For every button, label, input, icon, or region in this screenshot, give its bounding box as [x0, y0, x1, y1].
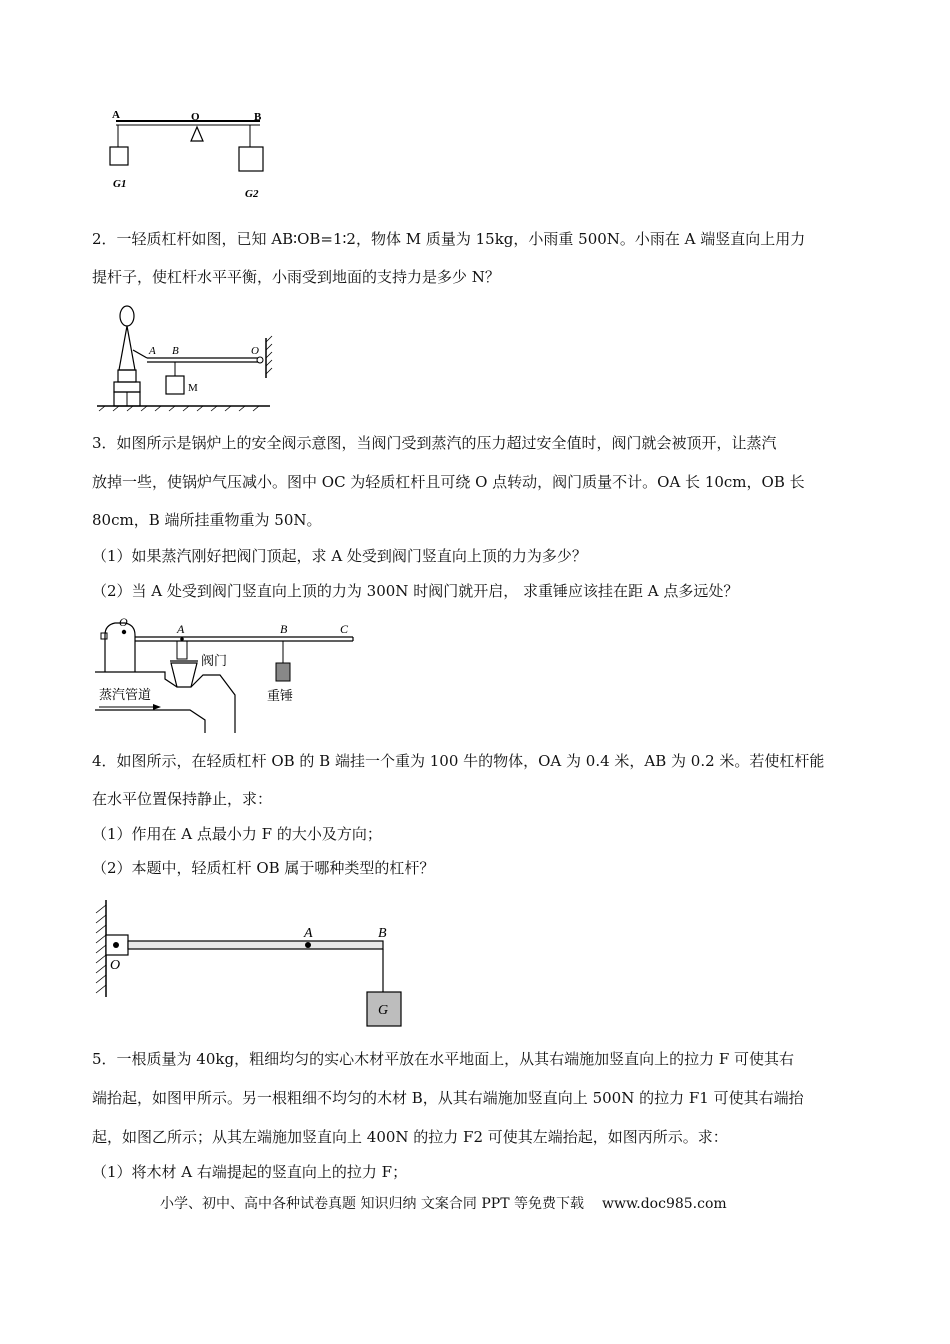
label-g: G: [378, 1003, 389, 1018]
q5-sub1: （1）将木材 A 右端提起的竖直向上的拉力 F；: [92, 1163, 408, 1181]
label-b: B: [378, 926, 387, 941]
q4-sub2: （2）本题中，轻质杠杆 OB 属于哪种类型的杠杆？: [92, 859, 435, 877]
page-footer: [160, 1193, 727, 1213]
q3-sub2: （2）当 A 处受到阀门竖直向上顶的力为 300N 时阀门就开启， 求重锤应该挂在距 A 点多远处？: [92, 582, 739, 600]
label-weight: 重锤: [267, 688, 294, 703]
figure-lever-balance: [100, 105, 280, 205]
q3-line3: 80cm，B 端所挂重物重为 50N。: [92, 511, 322, 529]
q5-line3: 起，如图乙所示；从其左端施加竖直向上 400N 的拉力 F2 可使其左端抬起，如图丙所示。求：: [92, 1128, 728, 1146]
label-g2: G2: [245, 188, 259, 200]
label-a: A: [304, 926, 313, 941]
q2-line2: 提杆子，使杠杆水平平衡，小雨受到地面的支持力是多少 N？: [92, 268, 500, 286]
q4-sub1: （1）作用在 A 点最小力 F 的大小及方向；: [92, 825, 382, 843]
label-b: B: [172, 345, 179, 357]
label-o: O: [119, 615, 128, 629]
q5-line2: 端抬起，如图甲所示。另一根粗细不均匀的木材 B，从其右端施加竖直向上 500N 的拉力 F1 可使其右端抬: [92, 1089, 804, 1107]
figure-lever-ob: [92, 895, 412, 1030]
label-o: O: [191, 111, 200, 123]
label-a: A: [149, 345, 156, 357]
q4-line1: 4．如图所示，在轻质杠杆 OB 的 B 端挂一个重为 100 牛的物体，OA 为 0.4 米，AB 为 0.2 米。若使杠杆能: [92, 752, 825, 770]
label-pipe: 蒸汽管道: [99, 687, 152, 702]
q4-line2: 在水平位置保持静止，求：: [92, 790, 273, 808]
label-a: A: [177, 622, 185, 636]
label-b: B: [280, 622, 288, 636]
label-c: C: [340, 622, 349, 636]
label-g1: G1: [113, 178, 127, 190]
label-o: O: [251, 345, 259, 357]
label-valve: 阀门: [201, 653, 228, 668]
q2-line1: 2．一轻质杠杆如图，已知 AB∶OB=1∶2，物体 M 质量为 15kg，小雨重 500N。小雨在 A 端竖直向上用力: [92, 230, 806, 248]
figure-safety-valve: [95, 615, 360, 735]
footer-url[interactable]: www.doc985.com: [601, 1196, 727, 1212]
q5-line1: 5．一根质量为 40kg，粗细均匀的实心木材平放在水平地面上，从其右端施加竖直向上的拉力 F 可使其右: [92, 1050, 795, 1068]
label-b: B: [254, 111, 262, 123]
label-o: O: [110, 958, 121, 973]
q3-line1: 3．如图所示是锅炉上的安全阀示意图，当阀门受到蒸汽的压力超过安全值时，阀门就会被顶开，让蒸汽: [92, 434, 777, 452]
footer-text: 小学、初中、高中各种试卷真题 知识归纳 文案合同 PPT 等免费下载: [160, 1196, 584, 1212]
label-a: A: [112, 109, 120, 121]
q3-line2: 放掉一些，使锅炉气压减小。图中 OC 为轻质杠杆且可绕 O 点转动，阀门质量不计。OA 长 10cm，OB 长: [92, 473, 805, 491]
label-m: M: [188, 382, 198, 394]
q3-sub1: （1）如果蒸汽刚好把阀门顶起，求 A 处受到阀门竖直向上顶的力为多少？: [92, 547, 587, 565]
figure-person-lever: [95, 300, 280, 412]
